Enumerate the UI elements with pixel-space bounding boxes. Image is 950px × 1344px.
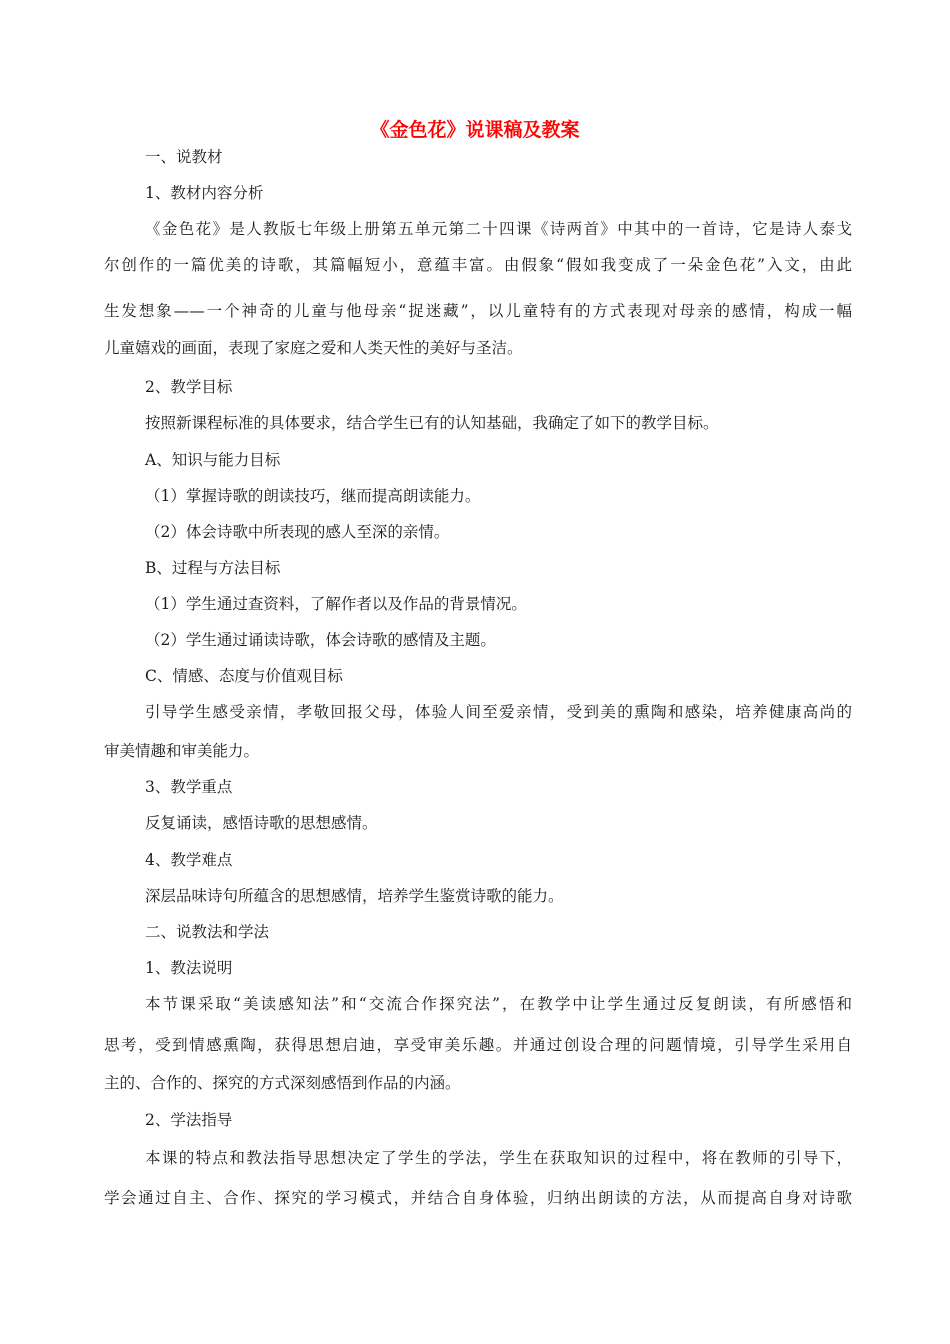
- paragraph-line: 反复诵读，感悟诗歌的思想感情。: [145, 814, 378, 832]
- paragraph-line: 《金色花》是人教版七年级上册第五单元第二十四课《诗两首》中其中的一首诗，它是诗人泰戈: [145, 220, 852, 238]
- subsection-heading: 2、教学目标: [145, 378, 233, 396]
- subsection-heading: 1、教法说明: [145, 959, 233, 977]
- paragraph-line: 引导学生感受亲情，孝敬回报父母，体验人间至爱亲情，受到美的熏陶和感染，培养健康高尚的: [145, 703, 852, 721]
- paragraph-line: 思考，受到情感熏陶，获得思想启迪，享受审美乐趣。并通过创设合理的问题情境，引导学生采用自: [104, 1036, 852, 1054]
- subsection-heading: 1、教材内容分析: [145, 184, 264, 202]
- list-item: （1）掌握诗歌的朗读技巧，继而提高朗读能力。: [145, 487, 481, 505]
- paragraph-line: 学会通过自主、合作、探究的学习模式，并结合自身体验，归纳出朗读的方法，从而提高自身对诗歌: [104, 1189, 852, 1207]
- subsection-heading: 2、学法指导: [145, 1111, 233, 1129]
- subsection-heading: C、情感、态度与价值观目标: [145, 667, 343, 685]
- subsection-heading: 3、教学重点: [145, 778, 233, 796]
- section-heading: 二、说教法和学法: [145, 923, 270, 941]
- section-heading: 一、说教材: [145, 148, 223, 166]
- paragraph-line: 尔创作的一篇优美的诗歌，其篇幅短小，意蕴丰富。由假象“假如我变成了一朵金色花”入文，由此: [104, 256, 852, 274]
- list-item: （1）学生通过查资料，了解作者以及作品的背景情况。: [145, 595, 527, 613]
- paragraph-line: 生发想象——一个神奇的儿童与他母亲“捉迷藏”，以儿童特有的方式表现对母亲的感情，构成一幅: [104, 302, 852, 320]
- list-item: （2）学生通过诵读诗歌，体会诗歌的感情及主题。: [145, 631, 496, 649]
- list-item: （2）体会诗歌中所表现的感人至深的亲情。: [145, 523, 450, 541]
- paragraph-line: 按照新课程标准的具体要求，结合学生已有的认知基础，我确定了如下的教学目标。: [145, 414, 719, 432]
- paragraph-line: 本课的特点和教法指导思想决定了学生的学法，学生在获取知识的过程中，将在教师的引导下，: [145, 1149, 852, 1167]
- paragraph-line: 主的、合作的、探究的方式深刻感悟到作品的内涵。: [104, 1074, 461, 1092]
- paragraph-line: 深层品味诗句所蕴含的思想感情，培养学生鉴赏诗歌的能力。: [145, 887, 564, 905]
- subsection-heading: B、过程与方法目标: [145, 559, 281, 577]
- paragraph-line: 本节课采取“美读感知法”和“交流合作探究法”，在教学中让学生通过反复朗读，有所感悟和: [145, 995, 852, 1013]
- paragraph-line: 审美情趣和审美能力。: [104, 742, 260, 760]
- paragraph-line: 儿童嬉戏的画面，表现了家庭之爱和人类天性的美好与圣洁。: [104, 339, 523, 357]
- document-title: 《金色花》说课稿及教案: [370, 119, 580, 141]
- subsection-heading: A、知识与能力目标: [145, 451, 281, 469]
- subsection-heading: 4、教学难点: [145, 851, 233, 869]
